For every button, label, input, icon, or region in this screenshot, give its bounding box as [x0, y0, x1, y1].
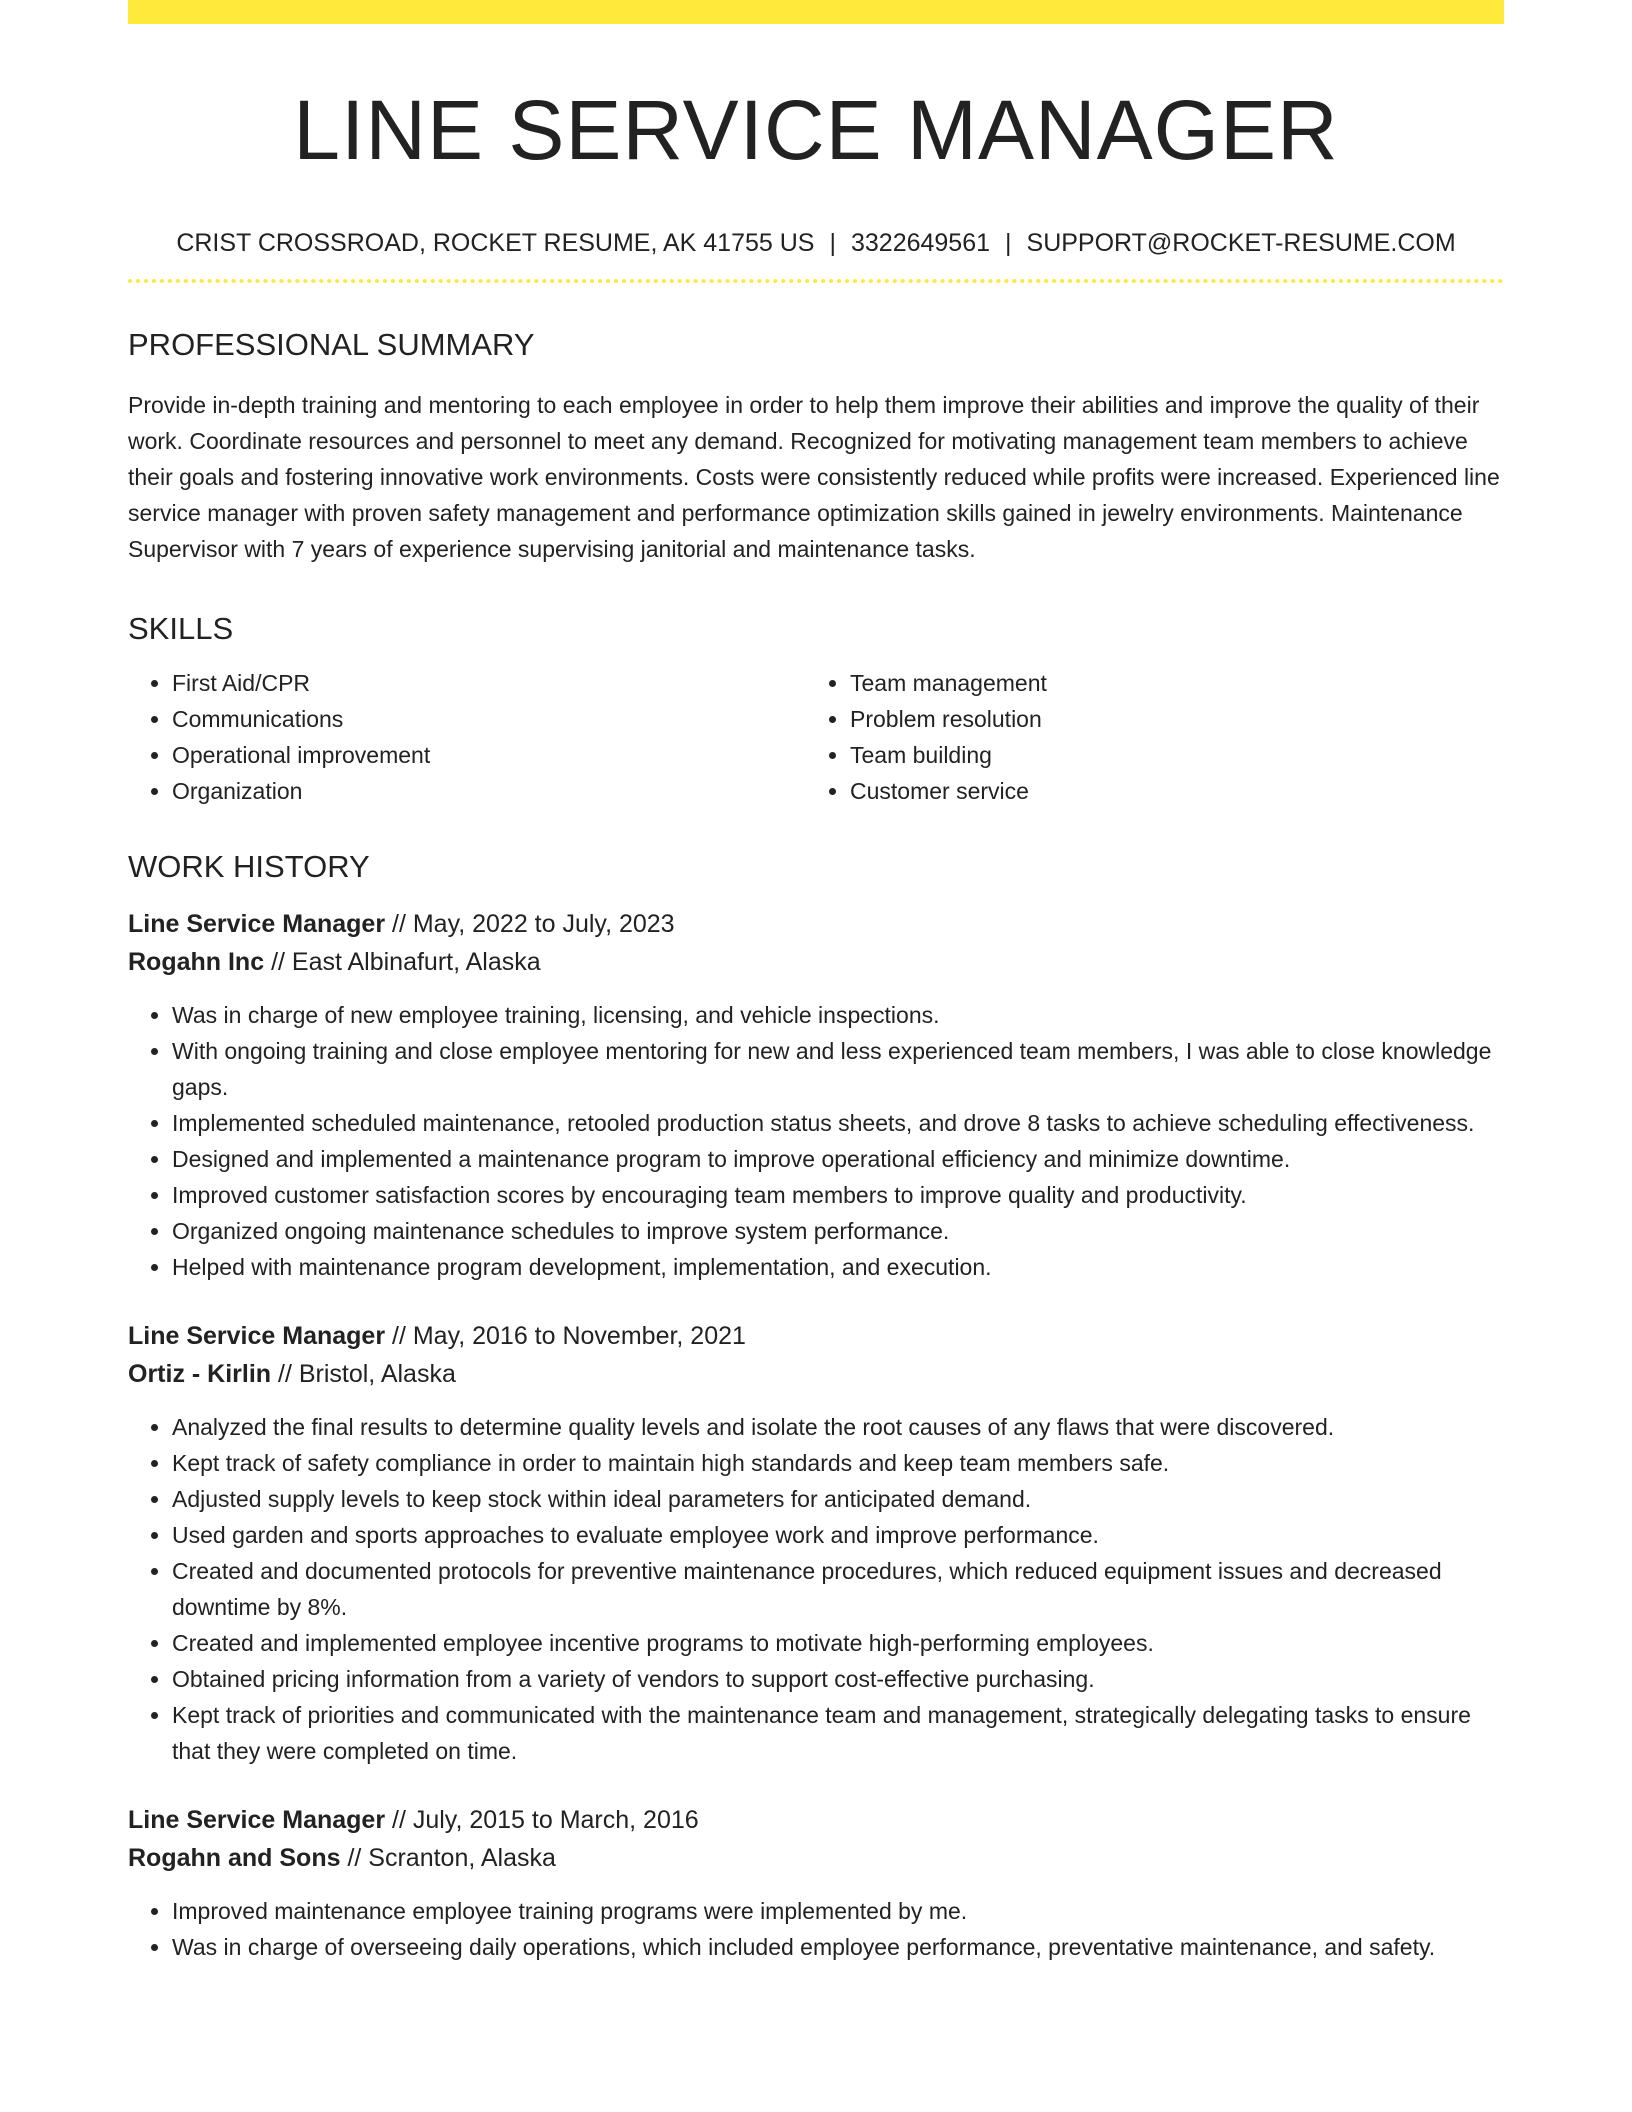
skills-column-right: [806, 665, 1484, 809]
contact-line: [128, 227, 1504, 259]
job-bullet: • Analyzed the final results to determine quality levels and isolate the root causes of any flaws that were discovered.: [172, 1409, 1504, 1445]
skill-item: • Team management: [850, 665, 1484, 701]
summary-text: Provide in-depth training and mentoring to each employee in order to help them improve their abilities and improve the quality of their work. Coordinate resources and personnel to meet any demand. Recognized for motivating management team members to achieve their goals and fostering innovative work environments. Costs were consistently reduced while profits were increased. Experienced line service manager with proven safety management and performance optimization skills gained in jewelry environments. Maintenance Supervisor with 7 years of experience supervising janitorial and maintenance tasks.: [128, 391, 1500, 562]
job-bullet: • Created and documented protocols for preventive maintenance procedures, which reduced equipment issues and decreased downtime by 8%.: [172, 1553, 1504, 1625]
job-bullet: • Used garden and sports approaches to evaluate employee work and improve performance.: [172, 1517, 1504, 1553]
skills-heading: SKILLS: [128, 610, 234, 646]
skills-column-left: [128, 665, 806, 809]
skill-item: • Organization: [172, 773, 806, 809]
skill-item: • First Aid/CPR: [172, 665, 806, 701]
job-bullet: • Obtained pricing information from a variety of vendors to support cost-effective purchasing.: [172, 1661, 1504, 1697]
job-title-line: [128, 905, 1504, 943]
contact-email: SUPPORT@ROCKET-RESUME.COM: [1026, 228, 1456, 257]
job-location: // East Albinafurt, Alaska: [271, 947, 541, 976]
resume-page: [128, 0, 1504, 1965]
job-location: // Bristol, Alaska: [278, 1359, 456, 1388]
job-entry: [128, 1317, 1504, 1769]
job-entry: [128, 905, 1504, 1285]
job-bullets: [128, 1893, 1504, 1965]
job-title-line: [128, 1317, 1504, 1355]
job-bullet: • Kept track of safety compliance in order to maintain high standards and keep team members safe.: [172, 1445, 1504, 1481]
job-company: Rogahn Inc: [128, 947, 265, 976]
job-dates: // May, 2016 to November, 2021: [392, 1321, 746, 1350]
job-title: Line Service Manager: [128, 1805, 386, 1834]
skill-item: • Operational improvement: [172, 737, 806, 773]
skill-item: • Problem resolution: [850, 701, 1484, 737]
job-bullet: • Was in charge of overseeing daily operations, which included employee performance, preventative maintenance, and safety.: [172, 1929, 1504, 1965]
work-history-heading: WORK HISTORY: [128, 848, 370, 884]
job-bullet: • Helped with maintenance program development, implementation, and execution.: [172, 1249, 1504, 1285]
job-bullet: • Kept track of priorities and communicated with the maintenance team and management, strategically delegating tasks to ensure that they were completed on time.: [172, 1697, 1504, 1769]
contact-phone: 3322649561: [850, 228, 991, 257]
job-company: Ortiz - Kirlin: [128, 1359, 272, 1388]
summary-heading: PROFESSIONAL SUMMARY: [128, 326, 535, 362]
contact-address: CRIST CROSSROAD, ROCKET RESUME, AK 41755 US: [176, 228, 815, 257]
job-dates: // May, 2022 to July, 2023: [392, 909, 675, 938]
job-title-line: [128, 1801, 1504, 1839]
job-bullet: • Improved customer satisfaction scores by encouraging team members to improve quality and productivity.: [172, 1177, 1504, 1213]
job-company-line: [128, 1355, 1504, 1393]
job-bullets: [128, 1409, 1504, 1769]
contact-separator: |: [1005, 228, 1012, 257]
job-location: // Scranton, Alaska: [347, 1843, 556, 1872]
job-bullet: • Improved maintenance employee training programs were implemented by me.: [172, 1893, 1504, 1929]
job-company-line: [128, 943, 1504, 981]
job-bullet: • Adjusted supply levels to keep stock within ideal parameters for anticipated demand.: [172, 1481, 1504, 1517]
job-bullet: • Was in charge of new employee training, licensing, and vehicle inspections.: [172, 997, 1504, 1033]
resume-title: LINE SERVICE MANAGER: [293, 83, 1339, 177]
accent-bar: [128, 0, 1504, 24]
skills-list: [128, 665, 1504, 809]
job-bullet: • Implemented scheduled maintenance, retooled production status sheets, and drove 8 tasks to achieve scheduling effectiveness.: [172, 1105, 1504, 1141]
contact-separator: |: [829, 228, 836, 257]
dotted-divider: [128, 279, 1504, 283]
job-bullets: [128, 997, 1504, 1285]
job-bullet: • Designed and implemented a maintenance program to improve operational efficiency and minimize downtime.: [172, 1141, 1504, 1177]
job-bullet: • Created and implemented employee incentive programs to motivate high-performing employees.: [172, 1625, 1504, 1661]
skill-item: • Communications: [172, 701, 806, 737]
job-bullet: • Organized ongoing maintenance schedules to improve system performance.: [172, 1213, 1504, 1249]
job-title: Line Service Manager: [128, 909, 386, 938]
skill-item: • Team building: [850, 737, 1484, 773]
skill-item: • Customer service: [850, 773, 1484, 809]
job-entry: [128, 1801, 1504, 1965]
job-title: Line Service Manager: [128, 1321, 386, 1350]
job-company: Rogahn and Sons: [128, 1843, 341, 1872]
job-bullet: • With ongoing training and close employee mentoring for new and less experienced team members, I was able to close knowledge gaps.: [172, 1033, 1504, 1105]
job-dates: // July, 2015 to March, 2016: [392, 1805, 699, 1834]
job-company-line: [128, 1839, 1504, 1877]
